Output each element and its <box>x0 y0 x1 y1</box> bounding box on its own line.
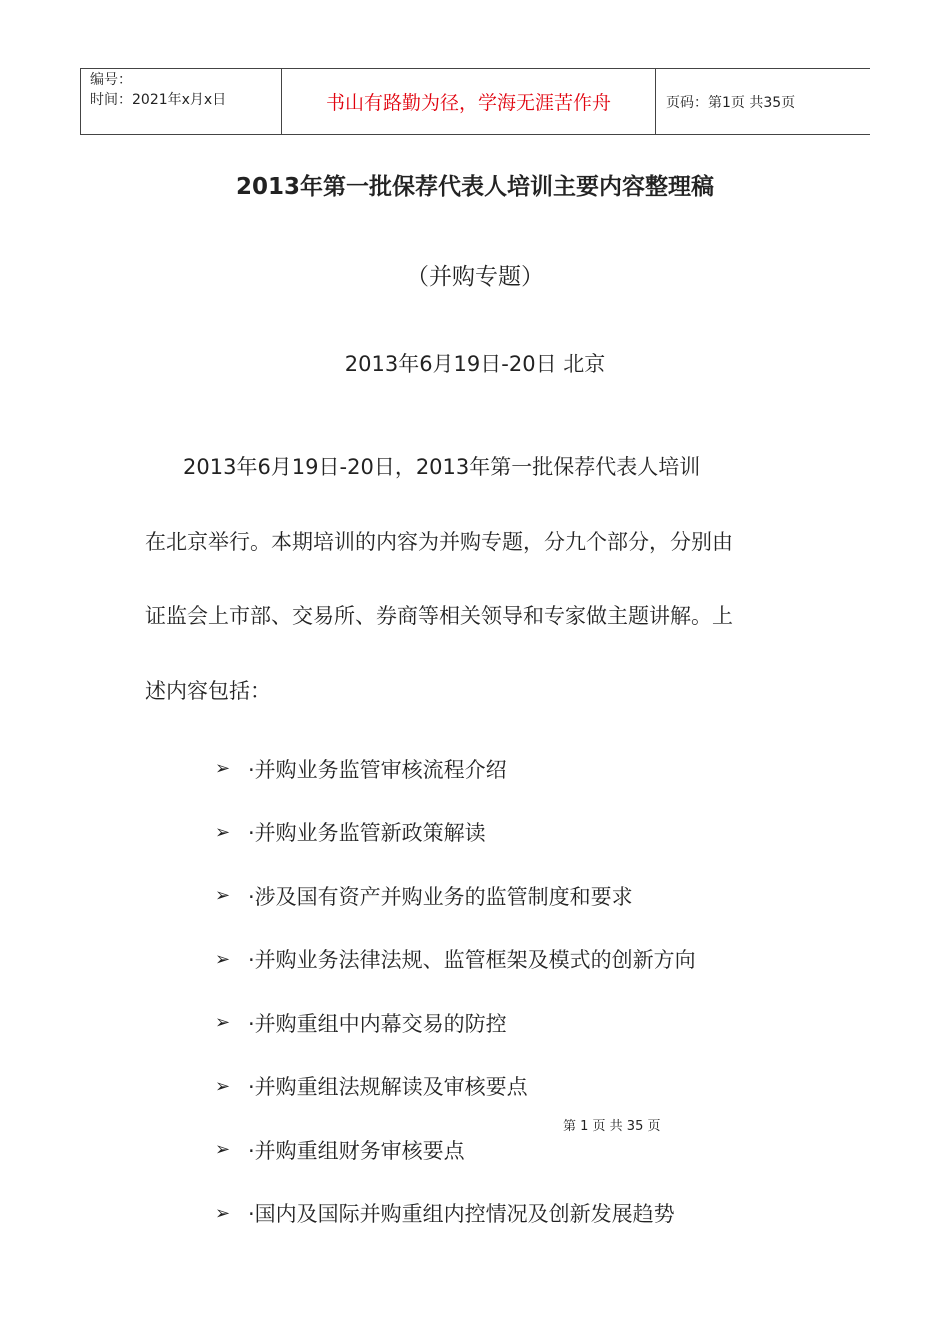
list-item-text: ·国内及国际并购重组内控情况及创新发展趋势 <box>248 1202 675 1227</box>
list-item <box>215 801 696 865</box>
intro-paragraph <box>145 430 805 728</box>
arrow-bullet-icon: ➢ <box>215 948 231 970</box>
paragraph-line: 2013年6月19日-20日，2013年第一批保荐代表人培训 <box>183 455 701 479</box>
list-item-text: ·涉及国有资产并购业务的监管制度和要求 <box>248 884 633 909</box>
header-meta-cell <box>81 69 282 134</box>
arrow-bullet-icon: ➢ <box>215 1139 231 1161</box>
header-motto-cell <box>282 69 656 134</box>
paragraph-line: 述内容包括： <box>145 678 271 703</box>
list-item <box>215 737 696 801</box>
arrow-bullet-icon: ➢ <box>215 1075 231 1097</box>
page-label: 页码：第1页 共35页 <box>666 94 796 111</box>
paragraph-line: 证监会上市部、交易所、券商等相关领导和专家做主题讲解。上 <box>145 604 733 628</box>
time-label: 时间：2021年x月x日 <box>90 92 227 108</box>
list-item <box>215 991 696 1055</box>
arrow-bullet-icon: ➢ <box>215 1202 231 1224</box>
topics-list <box>215 737 696 1245</box>
list-item-text: ·并购业务法律法规、监管框架及模式的创新方向 <box>248 948 696 973</box>
arrow-bullet-icon: ➢ <box>215 885 231 907</box>
list-item <box>215 864 696 928</box>
list-item-text: ·并购重组中内幕交易的防控 <box>248 1011 507 1036</box>
list-item-text: ·并购重组法规解读及审核要点 <box>248 1075 528 1100</box>
document-title: 2013年第一批保荐代表人培训主要内容整理稿 <box>235 174 714 200</box>
arrow-bullet-icon: ➢ <box>215 1012 231 1034</box>
header-page-cell <box>656 69 870 134</box>
motto-text: 书山有路勤为径，学海无涯苦作舟 <box>325 92 611 114</box>
document-dateline: 2013年6月19日-20日 北京 <box>344 352 606 376</box>
list-item-text: ·并购重组财务审核要点 <box>248 1138 465 1163</box>
list-item <box>215 1055 696 1119</box>
list-item <box>215 928 696 992</box>
list-item-text: ·并购业务监管新政策解读 <box>248 821 486 846</box>
number-label: 编号： <box>90 72 132 88</box>
document-subtitle: （并购专题） <box>406 264 544 290</box>
arrow-bullet-icon: ➢ <box>215 758 231 780</box>
list-item <box>215 1182 696 1246</box>
page-footer: 第 1 页 共 35 页 <box>563 1119 661 1134</box>
arrow-bullet-icon: ➢ <box>215 821 231 843</box>
list-item-text: ·并购业务监管审核流程介绍 <box>248 757 507 782</box>
header-table <box>80 68 870 135</box>
paragraph-line: 在北京举行。本期培训的内容为并购专题，分九个部分，分别由 <box>145 529 733 554</box>
